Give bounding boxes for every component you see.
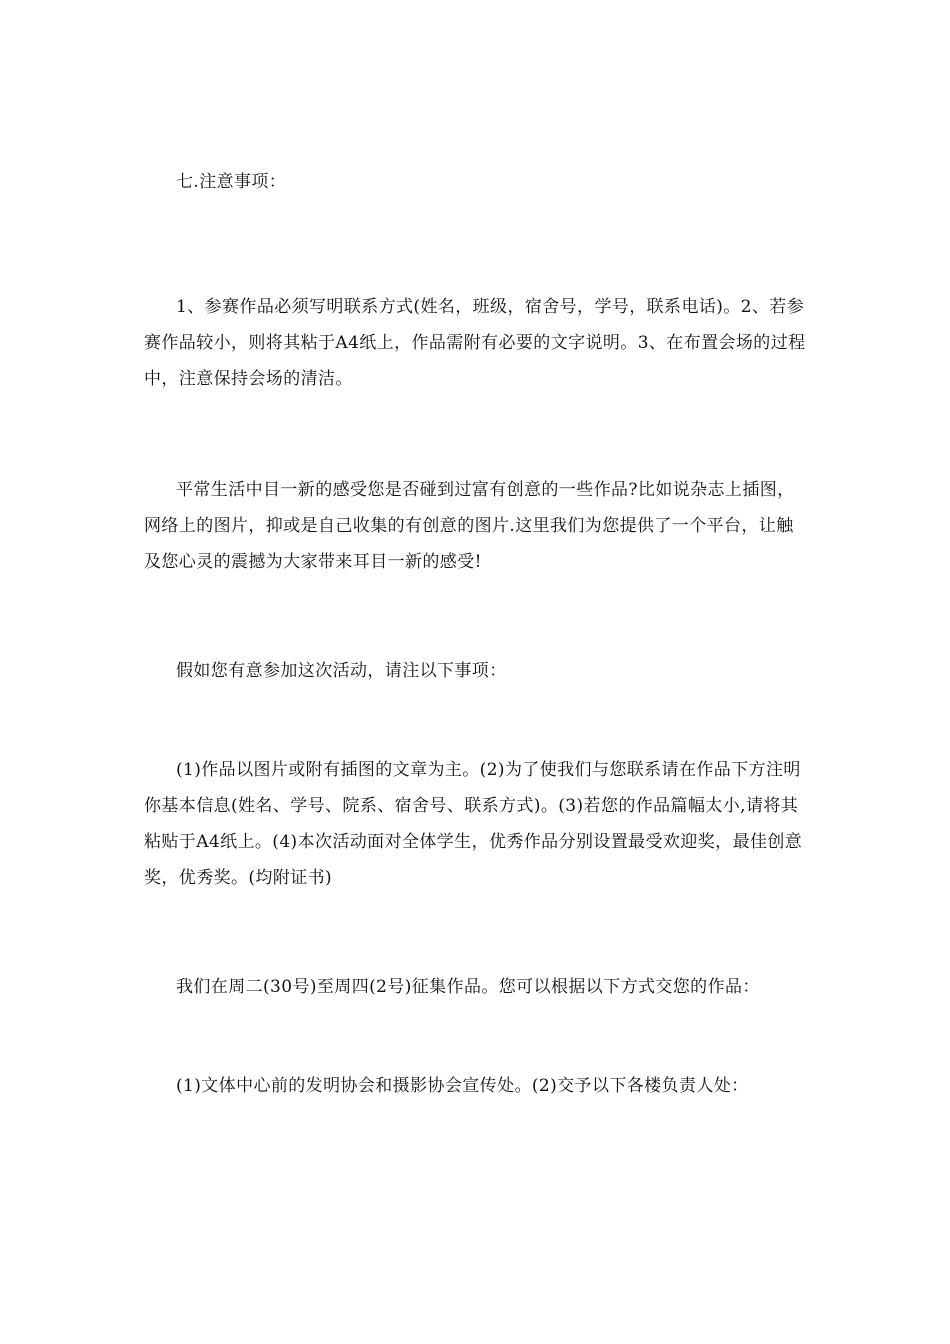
paragraph-entry-rules: 1、参赛作品必须写明联系方式(姓名，班级，宿舍号，学号，联系电话)。2、若参赛作品较小，则将其粘于A4纸上，作品需附有必要的文字说明。3、在布置会场的过程中，注意保持会场的清洁。: [144, 297, 806, 389]
paragraph-participation-lead: 假如您有意参加这次活动，请注以下事项：: [176, 661, 507, 681]
paragraph-collection-period: 我们在周二(30号)至周四(2号)征集作品。您可以根据以下方式交您的作品：: [176, 977, 760, 997]
paragraph-introduction: 平常生活中目一新的感受您是否碰到过富有创意的一些作品?比如说杂志上插图，网络上的图片，抑或是自己收集的有创意的图片.这里我们为您提供了一个平台，让触及您心灵的震撼为大家带来耳目一新的感受!: [144, 480, 795, 572]
section-heading-notes: 七.注意事项：: [176, 172, 287, 192]
paragraph-participation-items: (1)作品以图片或附有插图的文章为主。(2)为了使我们与您联系请在作品下方注明你基本信息(姓名、学号、院系、宿舍号、联系方式)。(3)若您的作品篇幅太小,请将其粘贴于A4纸上。(4)本次活动面对全体学生，优秀作品分别设置最受欢迎奖，最佳创意奖，优秀奖。(均附证书): [144, 760, 803, 888]
paragraph-submission-locations: (1)文体中心前的发明协会和摄影协会宣传处。(2)交予以下各楼负责人处：: [176, 1076, 749, 1096]
